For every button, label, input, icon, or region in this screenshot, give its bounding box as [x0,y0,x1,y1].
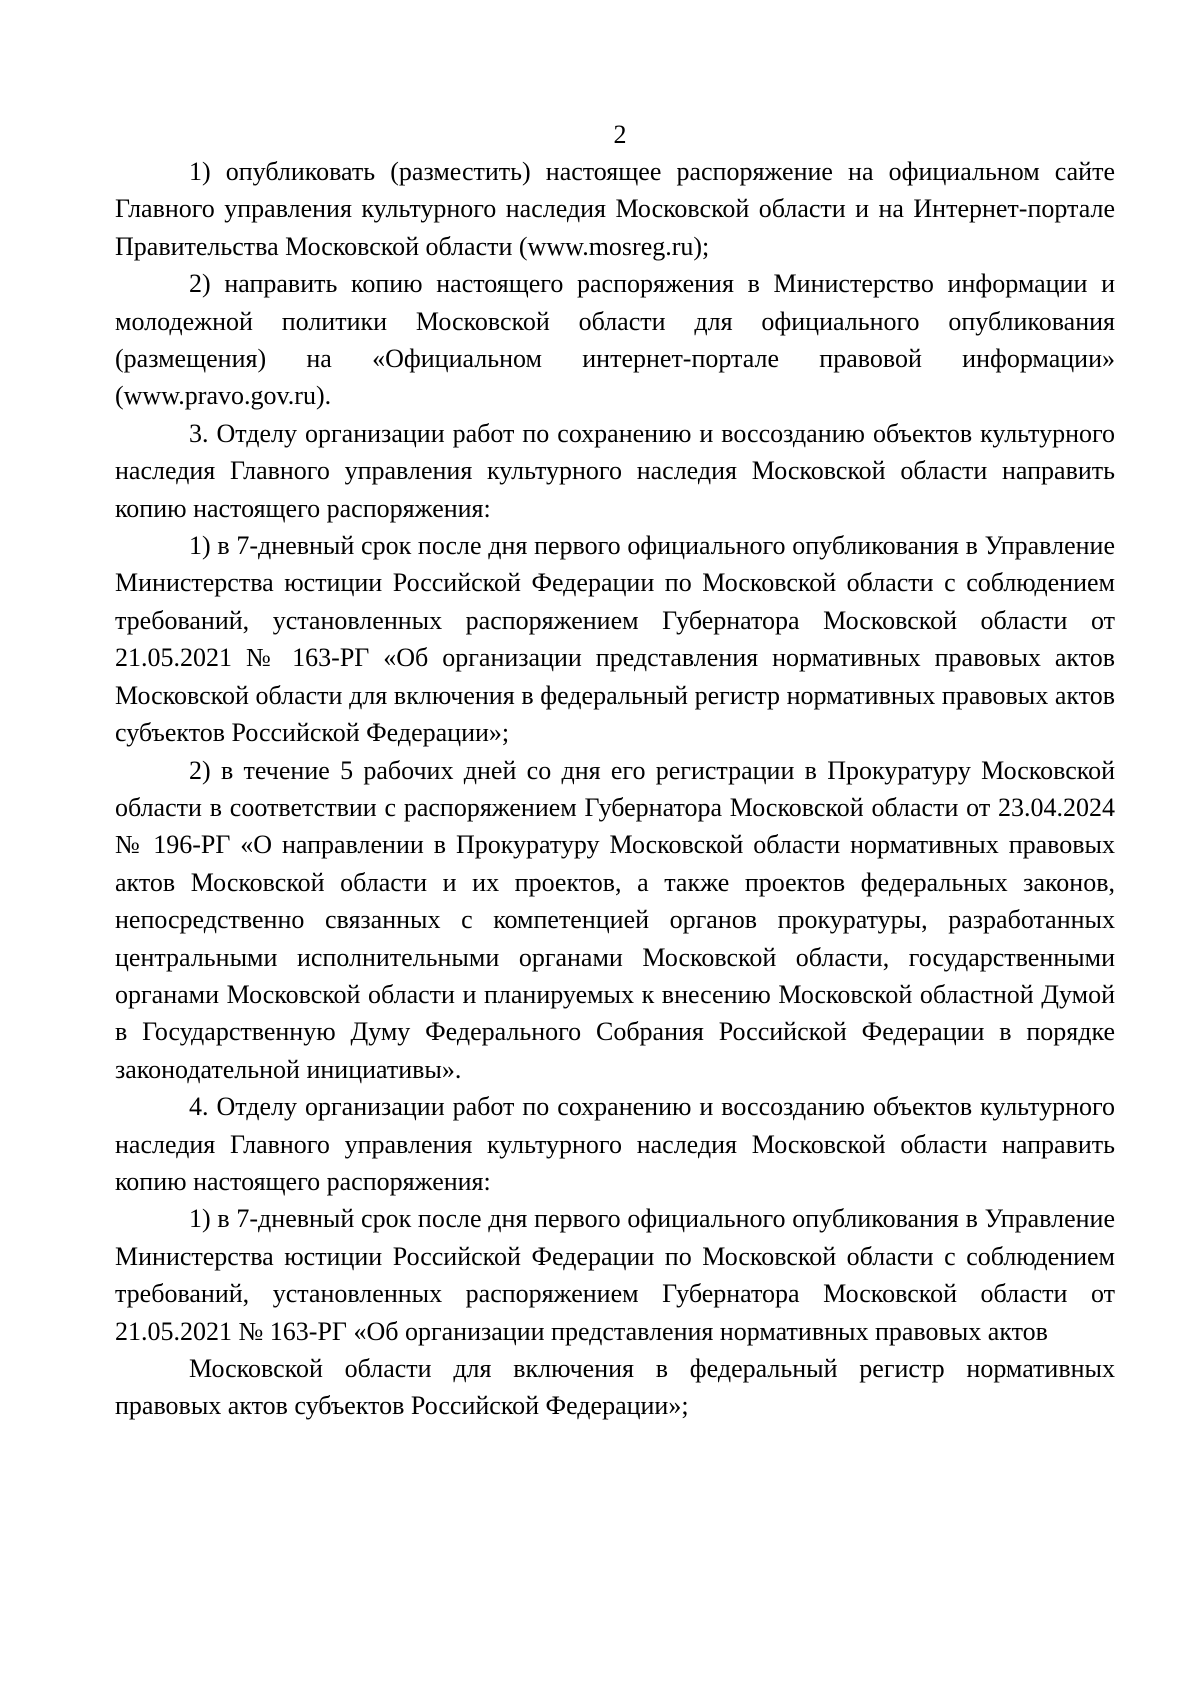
document-body [115,153,1115,1425]
paragraph-publish-official-site: 1) опубликовать (разместить) настоящее распоряжение на официальном сайте Главного управления культурного наследия Московской области и на Интернет-портале Правительства Московской области (www.mosreg.ru); [115,157,1115,261]
paragraph-item-3: 3. Отделу организации работ по сохранению и воссозданию объектов культурного наследия Главного управления культурного наследия Московской области направить копию настоящего распоряжения: [115,418,1115,523]
paragraph-federal-register: Московской области для включения в федеральный регистр нормативных правовых актов субъектов Российской Федерации»; [115,1354,1115,1421]
paragraph-item-4: 4. Отделу организации работ по сохранению и воссозданию объектов культурного наследия Главного управления культурного наследия Московской области направить копию настоящего распоряжения: [115,1092,1115,1196]
paragraph-send-to-ministry: 2) направить копию настоящего распоряжения в Министерство информации и молодежной политики Московской области для официального опубликования (размещения) на «Официальном интернет-портале правовой информации» (www.pravo.gov.ru). [115,269,1115,411]
page-number: 2 [613,120,627,149]
paragraph-justice-ministry-repeat: 1) в 7-дневный срок после дня первого официального опубликования в Управление Министерства юстиции Российской Федерации по Московской области с соблюдением требований, установленных распоряжением Губернатора Московской области от 21.05.2021 № 163-РГ «Об организации представления нормативных правовых актов [115,1204,1115,1346]
paragraph-justice-ministry: 1) в 7-дневный срок после дня первого официального опубликования в Управление Министерства юстиции Российской Федерации по Московской области с соблюдением требований, установленных распоряжением Губернатора Московской области от 21.05.2021 № 163-РГ «Об организации представления нормативных правовых актов Московской области для включения в федеральный регистр нормативных правовых актов субъектов Российской Федерации»; [115,531,1115,748]
paragraph-prosecutor: 2) в течение 5 рабочих дней со дня его регистрации в Прокуратуру Московской области в соответствии с распоряжением Губернатора Московской области от 23.04.2024 № 196-РГ «О направлении в Прокуратуру Московской области нормативных правовых актов Московской области и их проектов, а также проектов федеральных законов, непосредственно связанных с компетенцией органов прокуратуры, разработанных центральными исполнительными органами Московской области, государственными органами Московской области и планируемых к внесению Московской областной Думой в Государственную Думу Федерального Собрания Российской Федерации в порядке законодательной инициативы». [115,755,1115,1084]
